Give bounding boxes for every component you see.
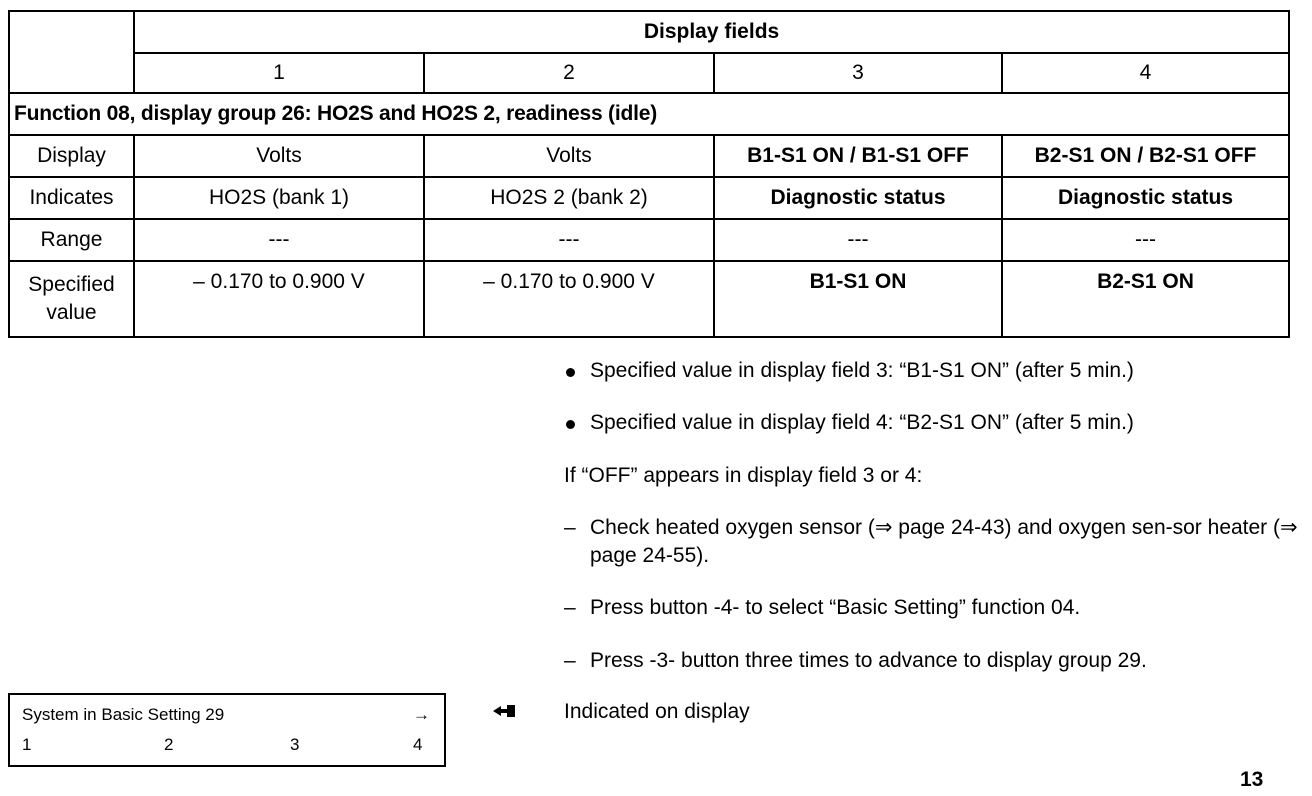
instruction-text: If “OFF” appears in display field 3 or 4: [564, 464, 923, 487]
dash-marker: – [564, 516, 576, 539]
instruction-text: Specified value in display field 3: “B1-S1 ON” (after 5 min.) [590, 359, 1134, 382]
field-number-1: 1 [134, 53, 424, 93]
display-field-2: 2 [164, 735, 174, 754]
display-field-4: 4 [413, 735, 423, 754]
table-row-display [9, 135, 1289, 177]
instruction-text: Check heated oxygen sensor (⇒ page 24-43) and oxygen sen-sor heater (⇒ page 24-55). [590, 516, 1298, 567]
cell-range-1: --- [134, 219, 424, 261]
indicated-on-display-text: Indicated on display [564, 700, 750, 723]
row-label-specified [9, 261, 134, 337]
row-label-indicates: Indicates [9, 177, 134, 219]
instruction-text: Press -3- button three times to advance to display group 29. [590, 649, 1147, 672]
cell-display-2: Volts [424, 135, 714, 177]
table-row-specified [9, 261, 1289, 337]
table-row-range [9, 219, 1289, 261]
dash-marker: – [564, 596, 576, 619]
cell-indicates-1: HO2S (bank 1) [134, 177, 424, 219]
cell-range-3: --- [714, 219, 1002, 261]
cell-specified-2: – 0.170 to 0.900 V [424, 261, 714, 337]
cell-specified-1: – 0.170 to 0.900 V [134, 261, 424, 337]
instruction-bullet-1 [564, 357, 1304, 385]
instruction-step-3 [564, 647, 1304, 675]
cell-specified-4: B2-S1 ON [1002, 261, 1289, 337]
bullet-icon [564, 409, 586, 437]
table-row-indicates [9, 177, 1289, 219]
field-number-3: 3 [714, 53, 1002, 93]
bullet-icon [564, 357, 586, 385]
instruction-step-2 [564, 594, 1304, 622]
arrow-right-icon: → [413, 705, 430, 724]
instruction-text: Specified value in display field 4: “B2-S1 ON” (after 5 min.) [590, 411, 1134, 434]
pointing-hand-icon [493, 704, 523, 718]
instruction-bullet-2 [564, 409, 1304, 437]
page-number: 13 [1240, 768, 1264, 791]
cell-indicates-4: Diagnostic status [1002, 177, 1289, 219]
instruction-step-1 [564, 514, 1304, 570]
function-title: Function 08, display group 26: HO2S and HO2S 2, readiness (idle) [9, 93, 1289, 135]
specified-label-line2: value [46, 301, 97, 324]
instruction-condition [564, 462, 1304, 490]
dash-marker: – [564, 649, 576, 672]
row-label-range: Range [9, 219, 134, 261]
field-number-4: 4 [1002, 53, 1289, 93]
cell-specified-3: B1-S1 ON [714, 261, 1002, 337]
cell-indicates-2: HO2S 2 (bank 2) [424, 177, 714, 219]
display-line1-text: System in Basic Setting 29 [22, 705, 225, 724]
cell-range-2: --- [424, 219, 714, 261]
display-fields-table [8, 10, 1290, 338]
cell-indicates-3: Diagnostic status [714, 177, 1002, 219]
table-corner-cell [9, 11, 134, 93]
tester-display-box [8, 693, 446, 767]
specified-label-line1: Specified [28, 273, 115, 296]
display-field-3: 3 [290, 735, 300, 754]
cell-display-3: B1-S1 ON / B1-S1 OFF [714, 135, 1002, 177]
display-fields-header: Display fields [134, 11, 1289, 53]
instruction-text: Press button -4- to select “Basic Setting” function 04. [590, 596, 1081, 619]
cell-display-4: B2-S1 ON / B2-S1 OFF [1002, 135, 1289, 177]
row-label-display: Display [9, 135, 134, 177]
cell-display-1: Volts [134, 135, 424, 177]
cell-range-4: --- [1002, 219, 1289, 261]
display-field-1: 1 [22, 735, 32, 754]
field-number-2: 2 [424, 53, 714, 93]
